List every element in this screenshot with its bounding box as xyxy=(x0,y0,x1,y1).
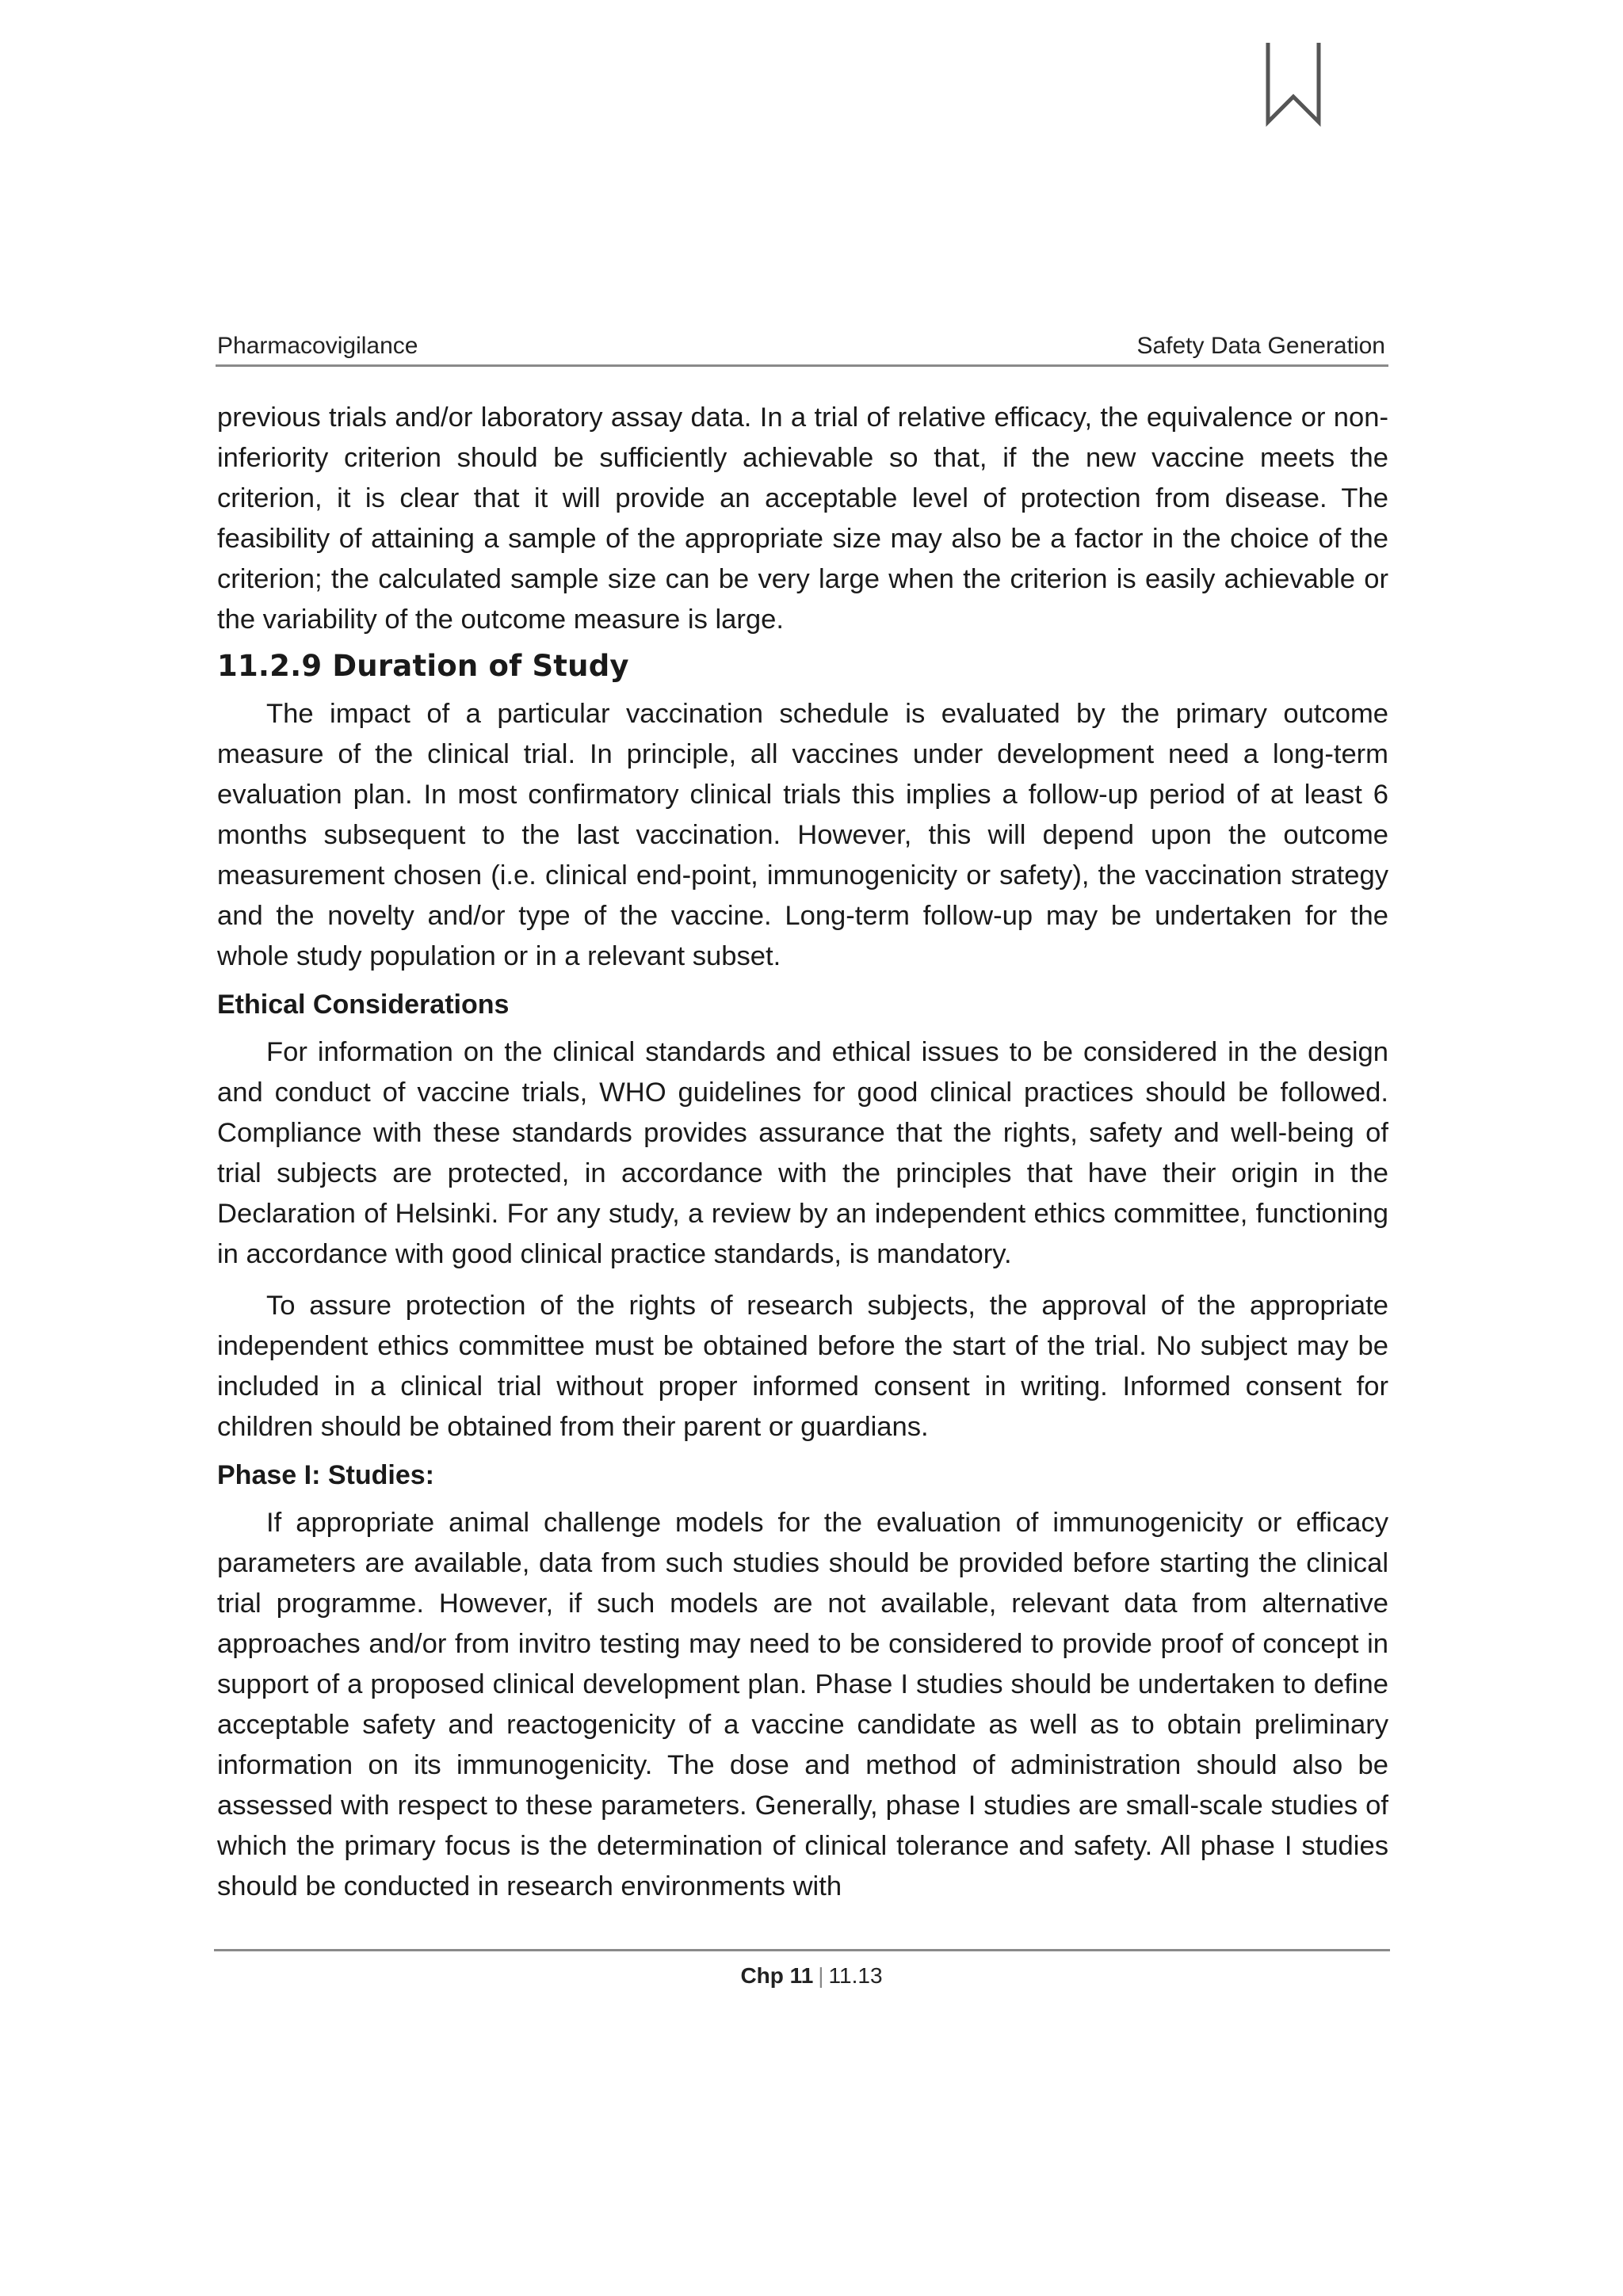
page-number: 11.13 xyxy=(828,1963,883,1988)
footer-chapter: Chp 11 xyxy=(740,1963,814,1988)
running-header xyxy=(216,328,1388,367)
subheading-phase1: Phase I: Studies: xyxy=(217,1460,434,1490)
paragraph-phase1: If appropriate animal challenge models for the evaluation of immunogenicity or efficacy parameters are available, data from such studies should be provided before starting the clinical trial programme. However, if such models are not available, relevant data from alternative approaches and/or from invitro testing may need to be considered to provide proof of concept in support of a proposed clinical development plan. Phase I studies should be undertaken to define acceptable safety and reactogenicity of a vaccine candidate as well as to obtain preliminary information on its immunogenicity. The dose and method of administration should also be assessed with respect to these parameters. Generally, phase I studies are small-scale studies of which the primary focus is the determination of clinical tolerance and safety. All phase I studies should be conducted in research environments with xyxy=(217,1508,1388,1901)
bookmark-logo-icon xyxy=(1262,40,1325,127)
page-body xyxy=(217,398,1388,1907)
paragraph-ethical-1: For information on the clinical standards and ethical issues to be considered in the design and conduct of vaccine trials, WHO guidelines for good clinical practices should be followed. Compliance with these standards provides assurance that the rights, safety and well-being of trial subjects are protected, in accordance with the principles that have their origin in the Declaration of Helsinki. For any study, a review by an independent ethics committee, functioning in accordance with good clinical practice standards, is mandatory. xyxy=(217,1037,1388,1269)
header-book-title: Pharmacovigilance xyxy=(217,333,418,359)
page-footer xyxy=(0,1960,1623,1992)
section-heading-duration: 11.2.9 Duration of Study xyxy=(217,649,629,683)
paragraph-duration: The impact of a particular vaccination schedule is evaluated by the primary outcome measure of the clinical trial. In principle, all vaccines under development need a long-term evaluation plan. In most confirmatory clinical trials this implies a follow-up period of at least 6 months subsequent to the last vaccination. However, this will depend upon the outcome measurement chosen (i.e. clinical end-point, immunogenicity or safety), the vaccination strategy and the novelty and/or type of the vaccine. Long-term follow-up may be undertaken for the whole study population or in a relevant subset. xyxy=(217,699,1388,971)
paragraph-ethical-2: To assure protection of the rights of research subjects, the approval of the appropriate independent ethics committee must be obtained before the start of the trial. No subject may be included in a clinical trial without proper informed consent in writing. Informed consent for children should be obtained from their parent or guardians. xyxy=(217,1291,1388,1442)
subheading-ethical: Ethical Considerations xyxy=(217,990,510,1020)
footer-divider xyxy=(214,1949,1390,1951)
paragraph-continued: previous trials and/or laboratory assay data. In a trial of relative efficacy, the equivalence or non-inferiority criterion should be sufficiently achievable so that, if the new vaccine meets the criterion, it is clear that it will provide an acceptable level of protection from disease. The feasibility of attaining a sample of the appropriate size may also be a factor in the choice of the criterion; the calculated sample size can be very large when the criterion is easily achievable or the variability of the outcome measure is large. xyxy=(217,402,1388,635)
header-chapter-title: Safety Data Generation xyxy=(1136,333,1385,359)
footer-separator: | xyxy=(818,1963,824,1988)
